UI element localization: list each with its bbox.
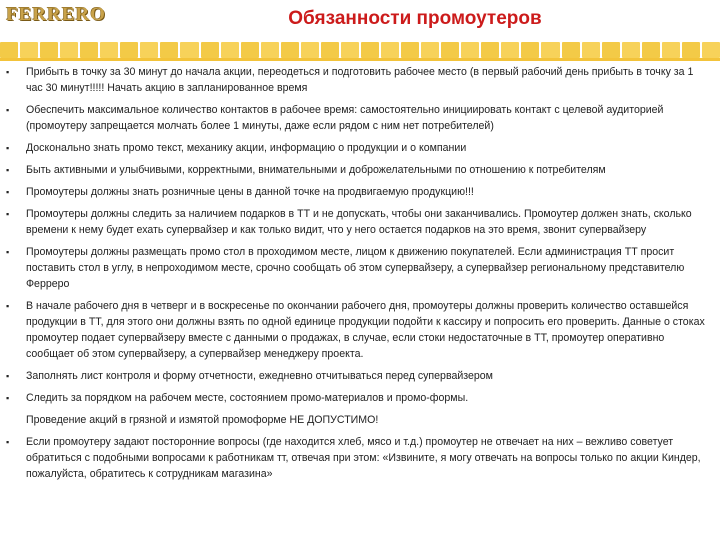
list-item [6,298,710,362]
list-item-text: Промоутеры должны размещать промо стол в проходимом месте, лицом к движению покупателей. Если администрация ТТ просит поставить стол в углу, в непроходимом месте, срочно сообщать об этом супервайзеру, а супервайзер региональному представителю Ферреро [26,246,685,290]
band-cell [541,42,559,58]
band-cell [80,42,98,58]
band-cell [0,42,18,58]
band-cell [682,42,700,58]
list-item [6,162,710,178]
band-cell [662,42,680,58]
band-cell [341,42,359,58]
list-item [6,244,710,292]
list-item-text: Если промоутеру задают посторонние вопросы (где находится хлеб, мясо и т.д.) промоутер не отвечает на них – вежливо советует обратиться с подобными вопросами к работникам тт, отвечая при этом: «Извините, я могу отвечать на вопросы только по акции Киндер, пожалуйста, обратитесь к сотрудникам магазина» [26,436,701,480]
band-cell [381,42,399,58]
list-item [6,64,710,96]
bullet-icon: ▪ [6,209,10,219]
warning-note: Проведение акций в грязной и измятой промоформе НЕ ДОПУСТИМО! [26,414,379,426]
band-cell [60,42,78,58]
band-cell [321,42,339,58]
band-cell [361,42,379,58]
bullet-icon: ▪ [6,165,10,175]
band-cell [441,42,459,58]
band-cell [160,42,178,58]
list-item [6,206,710,238]
bullet-icon: ▪ [6,187,10,197]
list-item-text: Промоутеры должны знать розничные цены в данной точке на продвигаемую продукцию!!! [26,186,474,198]
band-cell [241,42,259,58]
list-item-text: Досконально знать промо текст, механику акции, информацию о продукции и о компании [26,142,467,154]
band-cell [261,42,279,58]
band-cell [140,42,158,58]
list-item-text: Следить за порядком на рабочем месте, состоянием промо-материалов и промо-формы. [26,392,469,404]
bullet-icon: ▪ [6,393,10,403]
band-cell [180,42,198,58]
band-cell [622,42,640,58]
list-item-text: Промоутеры должны следить за наличием подарков в ТТ и не допускать, чтобы они заканчивались. Промоутер должен знать, сколько времени к нему будет ехать супервайзер и как только видит, что у него остается подарков на это время, звонит супервайзеру [26,208,692,236]
list-item-text: Заполнять лист контроля и форму отчетности, ежедневно отчитываться перед супервайзером [26,370,493,382]
band-cell [40,42,58,58]
band-cell [602,42,620,58]
band-cell [521,42,539,58]
band-cell [401,42,419,58]
band-cell [301,42,319,58]
list-item-text: Прибыть в точку за 30 минут до начала акции, переодеться и подготовить рабочее место (в первый рабочий день прибыть в точку за 1 час 30 минут!!!!! Начать акцию в запланированное время [26,66,694,94]
list-item [6,102,710,134]
list-item [6,434,710,482]
bullet-icon: ▪ [6,247,10,257]
band-cell [120,42,138,58]
list-item [6,140,710,156]
band-cell [201,42,219,58]
list-item-text: Обеспечить максимальное количество контактов в рабочее время: самостоятельно инициировать контакт с целевой аудиторией (промоутеру запрещается молчать более 1 минуты, даже если рядом с ним нет потребителей) [26,104,664,132]
band-cell [501,42,519,58]
bullet-icon: ▪ [6,437,10,447]
band-cell [702,42,720,58]
band-cell [461,42,479,58]
ferrero-logo: FERRERO [6,4,106,25]
bullet-icon: ▪ [6,143,10,153]
decorative-band [0,42,720,58]
bullet-icon: ▪ [6,371,10,381]
bullet-icon: ▪ [6,301,10,311]
list-item [6,390,710,406]
band-cell [481,42,499,58]
band-cell [421,42,439,58]
duties-list [6,64,710,488]
bullet-icon: ▪ [6,105,10,115]
band-cell [582,42,600,58]
band-cell [100,42,118,58]
list-item-text: Быть активными и улыбчивыми, корректными, внимательными и доброжелательными по отношению к потребителям [26,164,606,176]
band-cell [221,42,239,58]
header-divider [0,58,720,61]
band-cell [642,42,660,58]
list-item [6,184,710,200]
band-cell [20,42,38,58]
bullet-icon: ▪ [6,67,10,77]
list-item-text: В начале рабочего дня в четверг и в воскресенье по окончании рабочего дня, промоутеры должны проверить количество оставшейся продукции в ТТ, для этого они должны взять по одной единице продукции подойти к кассиру и попросить его проверить. Данные о стоках промоутер подает супервайзеру вместе с данными о продажах, в случае, если стоки недостаточные в ТТ, промоутер оперативно сообщает об этом супервайзеру, а супервайзер менеджеру проекта. [26,300,705,360]
list-item [6,368,710,384]
band-cell [562,42,580,58]
page-title: Обязанности промоутеров [288,8,542,29]
band-cell [281,42,299,58]
